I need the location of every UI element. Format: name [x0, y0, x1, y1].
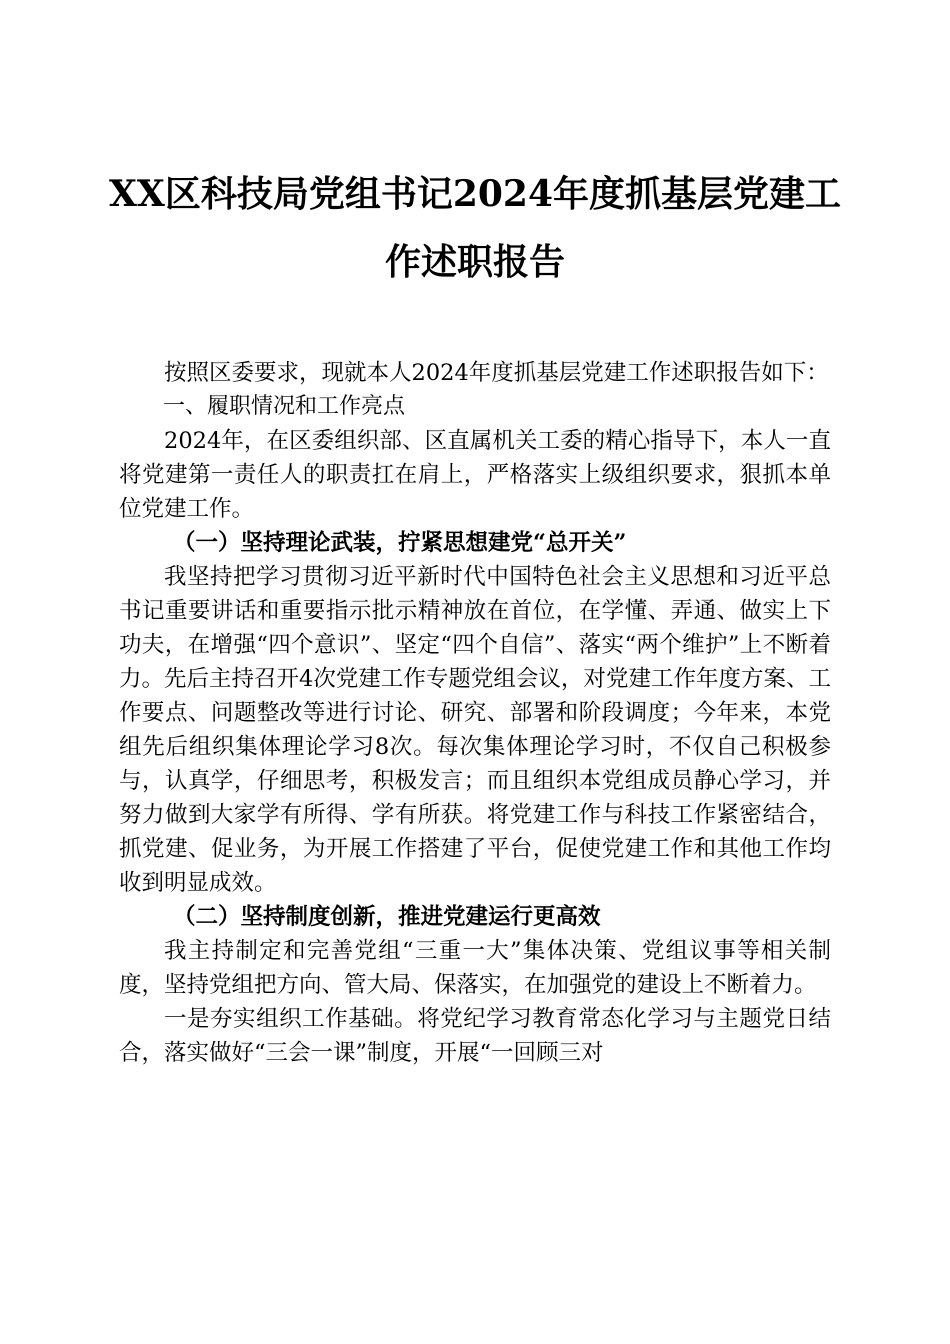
body-paragraph: 我坚持把学习贯彻习近平新时代中国特色社会主义思想和习近平总书记重要讲话和重要指示批示精神放在首位，在学懂、弄通、做实上下功夫，在增强“四个意识”、坚定“四个自信”、落实“两个维护”上不断着力。先后主持召开4次党建工作专题党组会议，对党建工作年度方案、工作要点、问题整改等进行讨论、研究、部署和阶段调度；今年来，本党组先后组织集体理论学习8次。每次集体理论学习时，不仅自己积极参与，认真学，仔细思考，积极发言；而且组织本党组成员静心学习，并努力做到大家学有所得、学有所获。将党建工作与科技工作紧密结合，抓党建、促业务，为开展工作搭建了平台，促使党建工作和其他工作均收到明显成效。 — [119, 564, 831, 896]
body-paragraph: 一是夯实组织工作基础。将党纪学习教育常态化学习与主题党日结合，落实做好“三会一课”制度，开展“一回顾三对 — [119, 1006, 831, 1066]
document-title-line-2: 作述职报告 — [384, 241, 565, 283]
body-paragraph: 2024年，在区委组织部、区直属机关工委的精心指导下，本人一直将党建第一责任人的职责扛在肩上，严格落实上级组织要求，狠抓本单位党建工作。 — [119, 428, 831, 522]
subsection-heading-2: （二）坚持制度创新，推进党建运行更高效 — [173, 904, 601, 930]
subsection-heading-1: （一）坚持理论武装，拧紧思想建党“总开关” — [173, 530, 627, 556]
document-body — [119, 356, 831, 1070]
body-paragraph: 我主持制定和完善党组“三重一大”集体决策、党组议事等相关制度，坚持党组把方向、管大局、保落实，在加强党的建设上不断着力。 — [119, 938, 831, 998]
document-title-line-1: XX区科技局党组书记2024年度抓基层党建工 — [108, 173, 842, 215]
section-heading-1: 一、履职情况和工作亮点 — [163, 394, 406, 419]
intro-paragraph: 按照区委要求，现就本人2024年度抓基层党建工作述职报告如下： — [164, 360, 829, 386]
